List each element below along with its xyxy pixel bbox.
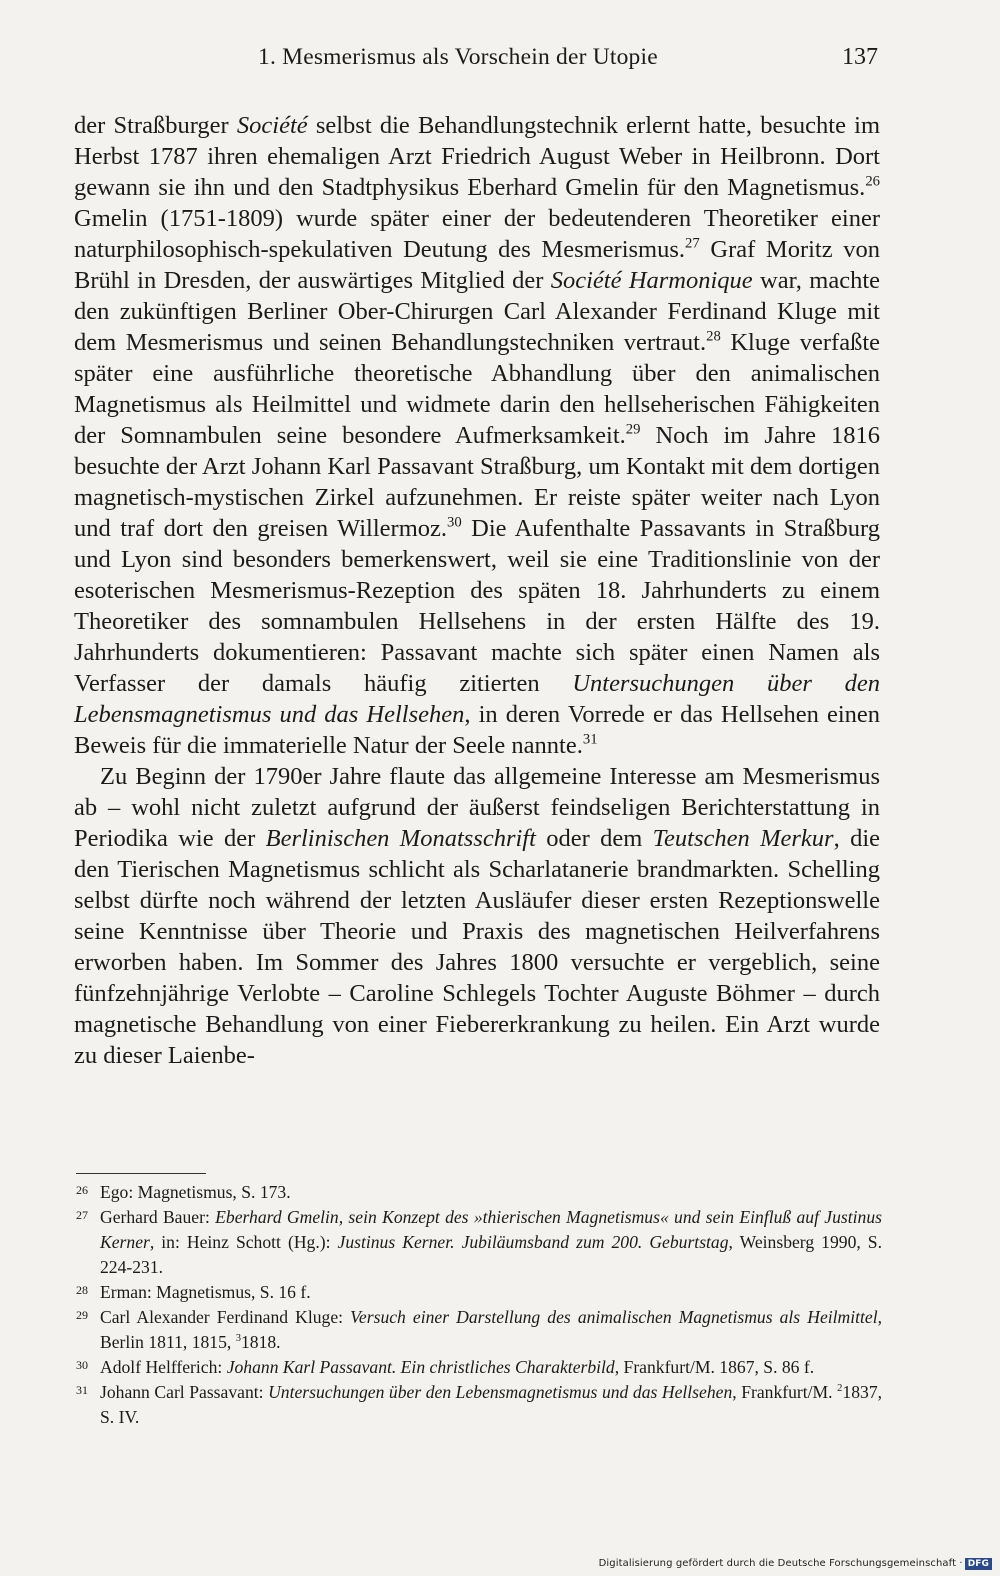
text-run: Erman: Magnetismus, S. 16 f. (100, 1282, 311, 1302)
main-text (74, 110, 880, 1071)
italic-title: Société Harmonique (550, 267, 753, 294)
text-run: Gmelin (1751-1809) wurde später einer der bedeutenderen Theoretiker einer naturphilosophisch-spekulativen Deutung des Mesmerismus. (74, 205, 880, 263)
italic-title: Versuch einer Darstellung des animalischen Magnetismus als Heilmittel (350, 1307, 878, 1327)
footnote (76, 1355, 882, 1380)
text-run: , in deren Vorrede er das Hellsehen einen Beweis für die immaterielle Natur der Seele nannte. (74, 701, 880, 759)
italic-title: Untersuchungen über den Lebensmagnetismus und das Hellsehen (268, 1382, 733, 1402)
text-run: , Frankfurt/M. (732, 1382, 838, 1402)
text-run: , Weinsberg 1990, S. 224-231. (100, 1232, 882, 1277)
text-run: Die Aufenthalte Passavants in Straßburg und Lyon sind besonders bemerkenswert, weil sie eine Traditionslinie von der esoterischen Mesmerismus-Rezeption des späten 18. Jahrhunderts zu einem Theoretiker des somnambulen Hellsehens in der ersten Hälfte des 19. Jahrhunderts dokumentieren: Passavant machte sich später einen Namen als Verfasser der damals häufig zitierten (74, 515, 880, 697)
footnote-number: 31 (76, 1383, 88, 1397)
dfg-logo: DFG (965, 1558, 992, 1570)
text-run: Adolf Helfferich: (100, 1357, 227, 1377)
footnote-separator (76, 1173, 206, 1174)
text-run: selbst die Behandlungstechnik erlernt hatte, besuchte im Herbst 1787 ihren ehemaligen Arzt Friedrich August Weber in Heilbronn. Dort gewann sie ihn und den Stadtphysikus Eberhard Gmelin für den Magnetismus. (74, 112, 881, 201)
text-run: Graf Moritz von Brühl in Dresden, der auswärtiges Mitglied der (74, 236, 880, 294)
paragraph (74, 761, 880, 1071)
footnote-number: 26 (76, 1183, 88, 1197)
text-run: Kluge verfaßte später eine ausführliche theoretische Abhandlung über den animalischen Magnetismus als Heilmittel und widmete darin den hellseherischen Fähigkeiten der Somnambulen seine besondere Aufmerksamkeit. (74, 329, 880, 449)
footnote-ref: 2 (837, 1383, 843, 1395)
footnote-number: 30 (76, 1358, 88, 1372)
text-run: , die den Tierischen Magnetismus schlicht als Scharlatanerie brandmarkten. Schelling selbst dürfte noch während der letzten Ausläufer dieser ersten Rezeptionswelle seine Kenntnisse über Theorie und Praxis des magnetischen Heilverfahrens erworben haben. Im Sommer des Jahres 1800 versuchte er vergeblich, seine fünfzehnjährige Verlobte – Caroline Schlegels Tochter Auguste Böhmer – durch magnetische Behandlung von einer Fiebererkrankung zu heilen. Ein Arzt wurde zu dieser Laienbe- (74, 825, 880, 1069)
text-run: 1818. (240, 1332, 281, 1352)
footnote-ref: 30 (447, 514, 462, 531)
text-run: Noch im Jahre 1816 besuchte der Arzt Johann Karl Passavant Straßburg, um Kontakt mit dem dortigen magnetisch-mystischen Zirkel aufzunehmen. Er reiste später weiter nach Lyon und traf dort den greisen Willermoz. (74, 422, 880, 542)
footnote-number: 28 (76, 1283, 88, 1297)
footnote-ref: 28 (706, 328, 721, 345)
text-run: Johann Carl Passavant: (100, 1382, 269, 1402)
digitization-text: Digitalisierung gefördert durch die Deutsche Forschungsgemeinschaft · (598, 1558, 963, 1569)
running-title: 1. Mesmerismus als Vorschein der Utopie (258, 44, 658, 70)
footnote (76, 1280, 882, 1305)
text-run: Ego: Magnetismus, S. 173. (100, 1182, 291, 1202)
footnote (76, 1205, 882, 1280)
text-run: war, machte den zukünftigen Berliner Ober-Chirurgen Carl Alexander Ferdinand Kluge mit dem Mesmerismus und seinen Behandlungstechniken vertraut. (74, 267, 881, 356)
italic-title: Johann Karl Passavant. Ein christliches Charakterbild (226, 1357, 615, 1377)
footnote-ref: 26 (865, 173, 880, 190)
footnote (76, 1180, 882, 1205)
footnote (76, 1380, 882, 1430)
paragraph (74, 110, 880, 761)
text-run: Gerhard Bauer: (100, 1207, 216, 1227)
italic-title: Justinus Kerner. Jubiläumsband zum 200. Geburtstag (337, 1232, 729, 1252)
footnote (76, 1305, 882, 1355)
text-run: Zu Beginn der 1790er Jahre flaute das allgemeine Interesse am Mesmerismus ab – wohl nicht zuletzt aufgrund der äußerst feindseligen Berichterstattung in Periodika wie der (74, 763, 880, 852)
footnote-ref: 3 (235, 1333, 241, 1345)
text-run: , Frankfurt/M. 1867, S. 86 f. (614, 1357, 815, 1377)
footnote-number: 27 (76, 1208, 88, 1222)
italic-title: Société (236, 112, 308, 139)
footnote-ref: 29 (625, 421, 641, 438)
text-run: oder dem (535, 825, 653, 852)
text-run: , Berlin 1811, 1815, (100, 1307, 882, 1352)
italic-title: Teutschen Merkur (652, 825, 834, 852)
footnote-ref: 31 (582, 731, 598, 748)
italic-title: Berlinischen Monatsschrift (265, 825, 536, 852)
running-header (0, 44, 1000, 78)
text-run: Carl Alexander Ferdinand Kluge: (100, 1307, 351, 1327)
italic-title: Untersuchungen über den Lebensmagnetismus und das Hellsehen (74, 670, 880, 728)
footnote-number: 29 (76, 1308, 88, 1322)
text-run: , in: Heinz Schott (Hg.): (149, 1232, 338, 1252)
text-run: der Straßburger (74, 112, 237, 139)
footnote-ref: 27 (685, 235, 700, 252)
text-run: 1837, S. IV. (100, 1382, 883, 1427)
footnotes (76, 1180, 882, 1430)
page-number: 137 (842, 44, 878, 70)
italic-title: Eberhard Gmelin, sein Konzept des »thierischen Magnetismus« und sein Einfluß auf Justinus Kerner (100, 1207, 882, 1252)
digitization-notice (599, 1558, 992, 1570)
